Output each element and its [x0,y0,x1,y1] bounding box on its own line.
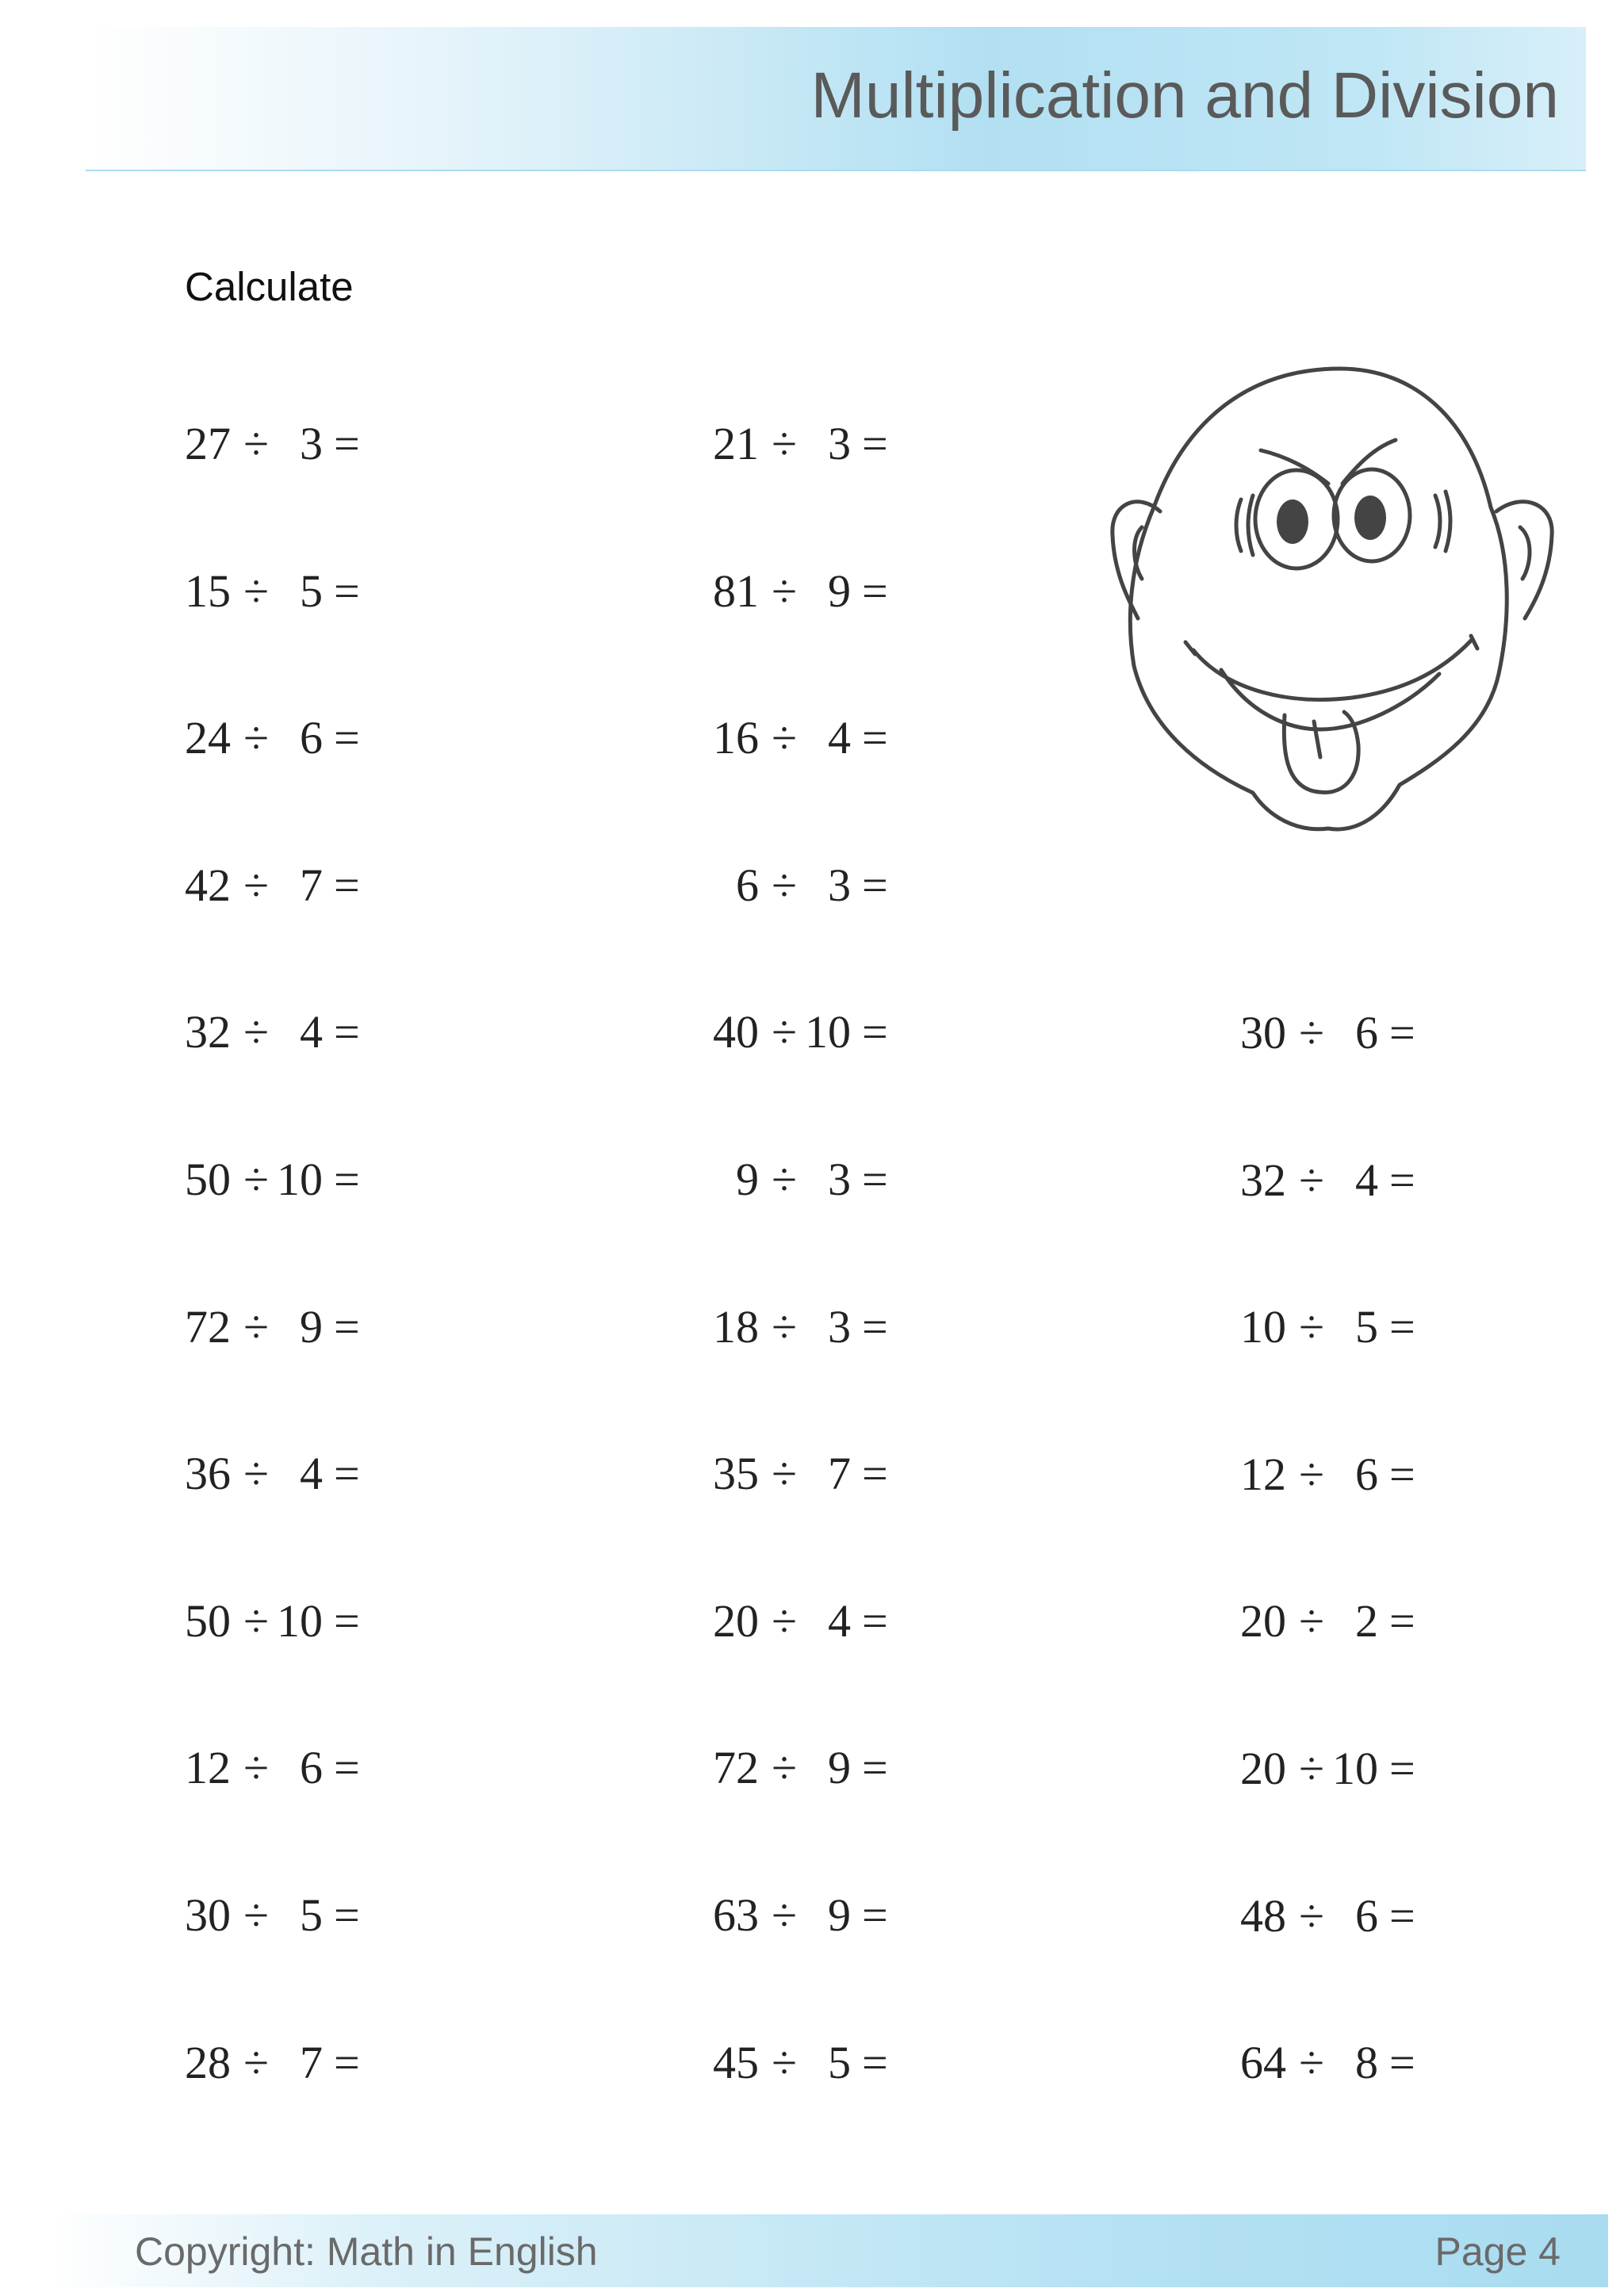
divisor: 10 [805,1006,851,1058]
dividend: 27 [185,418,231,469]
dividend: 9 [736,1154,759,1205]
division-sign: ÷ [243,1889,269,1941]
divisor: 3 [828,859,851,911]
division-sign: ÷ [243,565,269,617]
dividend: 50 [185,1154,231,1205]
equals-sign: = [862,418,888,469]
equals-sign: = [1389,1301,1415,1353]
division-problem [713,412,903,476]
divisor: 9 [300,1301,323,1353]
divisor: 6 [1355,1890,1378,1942]
division-problem [713,1590,903,1653]
division-problem [713,706,903,770]
division-sign: ÷ [772,1448,797,1499]
equals-sign: = [334,1154,360,1205]
division-sign: ÷ [243,1301,269,1353]
equals-sign: = [1389,1448,1415,1500]
division-problem [1240,1001,1431,1065]
page-number: Page 4 [1434,2229,1561,2274]
division-sign: ÷ [772,1595,797,1647]
division-sign: ÷ [772,1301,797,1353]
division-problem [185,1442,375,1506]
dividend: 63 [713,1889,759,1941]
equals-sign: = [334,1448,360,1499]
divisor: 4 [828,1595,851,1647]
dividend: 50 [185,1595,231,1647]
dividend: 81 [713,565,759,617]
equals-sign: = [862,565,888,617]
division-sign: ÷ [772,1889,797,1941]
equals-sign: = [1389,1595,1415,1647]
dividend: 72 [185,1301,231,1353]
division-problem [713,1148,903,1211]
dividend: 45 [713,2037,759,2088]
instruction-label: Calculate [185,264,354,309]
division-sign: ÷ [243,418,269,469]
division-sign: ÷ [243,859,269,911]
equals-sign: = [862,1154,888,1205]
equals-sign: = [334,859,360,911]
division-sign: ÷ [772,2037,797,2088]
division-sign: ÷ [772,859,797,911]
equals-sign: = [862,859,888,911]
divisor: 6 [1355,1007,1378,1058]
divisor: 3 [828,418,851,469]
dividend: 18 [713,1301,759,1353]
dividend: 21 [713,418,759,469]
division-problem [713,1442,903,1506]
division-sign: ÷ [1299,1743,1324,1794]
divisor: 6 [300,1742,323,1793]
divisor: 3 [300,418,323,469]
division-problem [713,1295,903,1359]
division-sign: ÷ [243,712,269,763]
equals-sign: = [862,712,888,763]
divisor: 5 [1355,1301,1378,1353]
dividend: 30 [185,1889,231,1941]
equals-sign: = [1389,1890,1415,1942]
division-problem [713,1884,903,1947]
divisor: 9 [828,1742,851,1793]
divisor: 5 [300,1889,323,1941]
division-problem [1240,1149,1431,1212]
divisor: 10 [277,1154,323,1205]
dividend: 20 [1240,1595,1286,1647]
dividend: 72 [713,1742,759,1793]
divisor: 7 [300,2037,323,2088]
division-sign: ÷ [243,1006,269,1058]
dividend: 30 [1240,1007,1286,1058]
division-problem [1240,1885,1431,1948]
dividend: 40 [713,1006,759,1058]
dividend: 28 [185,2037,231,2088]
equals-sign: = [1389,1154,1415,1206]
divisor: 2 [1355,1595,1378,1647]
dividend: 12 [1240,1448,1286,1500]
page-footer [48,2214,1608,2287]
division-problem [185,1736,375,1800]
dividend: 35 [713,1448,759,1499]
division-sign: ÷ [772,1742,797,1793]
division-sign: ÷ [243,1595,269,1647]
division-problem [185,412,375,476]
divisor: 4 [828,712,851,763]
dividend: 20 [1240,1743,1286,1794]
equals-sign: = [334,712,360,763]
division-sign: ÷ [243,2037,269,2088]
division-sign: ÷ [772,565,797,617]
division-problem [713,1001,903,1064]
division-problem [185,706,375,770]
dividend: 48 [1240,1890,1286,1942]
equals-sign: = [334,1301,360,1353]
dividend: 16 [713,712,759,763]
division-sign: ÷ [1299,1154,1324,1206]
division-problem [713,560,903,623]
equals-sign: = [1389,1007,1415,1058]
equals-sign: = [334,1006,360,1058]
divisor: 6 [1355,1448,1378,1500]
dividend: 12 [185,1742,231,1793]
equals-sign: = [862,1595,888,1647]
divisor: 5 [300,565,323,617]
division-problem [713,854,903,917]
division-problem [185,1001,375,1064]
division-sign: ÷ [1299,1007,1324,1058]
divisor: 9 [828,565,851,617]
divisor: 4 [1355,1154,1378,1206]
dividend: 36 [185,1448,231,1499]
equals-sign: = [334,1595,360,1647]
dividend: 6 [736,859,759,911]
equals-sign: = [862,1742,888,1793]
equals-sign: = [862,1448,888,1499]
divisor: 3 [828,1301,851,1353]
division-sign: ÷ [772,1006,797,1058]
equals-sign: = [862,2037,888,2088]
equals-sign: = [334,565,360,617]
equals-sign: = [1389,2037,1415,2088]
equals-sign: = [334,1889,360,1941]
division-sign: ÷ [772,418,797,469]
division-sign: ÷ [772,712,797,763]
division-problem [1240,1590,1431,1653]
division-problem [185,854,375,917]
divisor: 7 [828,1448,851,1499]
division-sign: ÷ [243,1742,269,1793]
cartoon-face-tongue-out-icon [1106,357,1574,880]
divisor: 8 [1355,2037,1378,2088]
division-sign: ÷ [1299,1595,1324,1647]
equals-sign: = [862,1006,888,1058]
division-sign: ÷ [772,1154,797,1205]
division-problem [1240,2031,1431,2095]
division-problem [185,2031,375,2095]
equals-sign: = [862,1889,888,1941]
dividend: 32 [185,1006,231,1058]
division-problem [1240,1737,1431,1800]
division-sign: ÷ [243,1448,269,1499]
divisor: 7 [300,859,323,911]
dividend: 15 [185,565,231,617]
division-problem [185,1295,375,1359]
division-problem [185,1590,375,1653]
page-header [86,27,1586,171]
dividend: 32 [1240,1154,1286,1206]
division-problem [1240,1443,1431,1506]
division-sign: ÷ [1299,1448,1324,1500]
equals-sign: = [862,1301,888,1353]
dividend: 20 [713,1595,759,1647]
division-problem [185,560,375,623]
divisor: 9 [828,1889,851,1941]
divisor: 10 [1332,1743,1378,1794]
divisor: 4 [300,1448,323,1499]
dividend: 64 [1240,2037,1286,2088]
dividend: 24 [185,712,231,763]
division-problem [713,1736,903,1800]
division-problem [185,1884,375,1947]
division-sign: ÷ [1299,1890,1324,1942]
divisor: 4 [300,1006,323,1058]
division-sign: ÷ [243,1154,269,1205]
equals-sign: = [334,1742,360,1793]
dividend: 10 [1240,1301,1286,1353]
equals-sign: = [1389,1743,1415,1794]
equals-sign: = [334,418,360,469]
division-sign: ÷ [1299,1301,1324,1353]
division-problem [185,1148,375,1211]
divisor: 6 [300,712,323,763]
divisor: 5 [828,2037,851,2088]
dividend: 42 [185,859,231,911]
division-problem [1240,1295,1431,1359]
division-problem [713,2031,903,2095]
page-title: Multiplication and Division [810,59,1559,132]
divisor: 10 [277,1595,323,1647]
copyright-text: Copyright: Math in English [135,2229,598,2274]
division-sign: ÷ [1299,2037,1324,2088]
divisor: 3 [828,1154,851,1205]
equals-sign: = [334,2037,360,2088]
